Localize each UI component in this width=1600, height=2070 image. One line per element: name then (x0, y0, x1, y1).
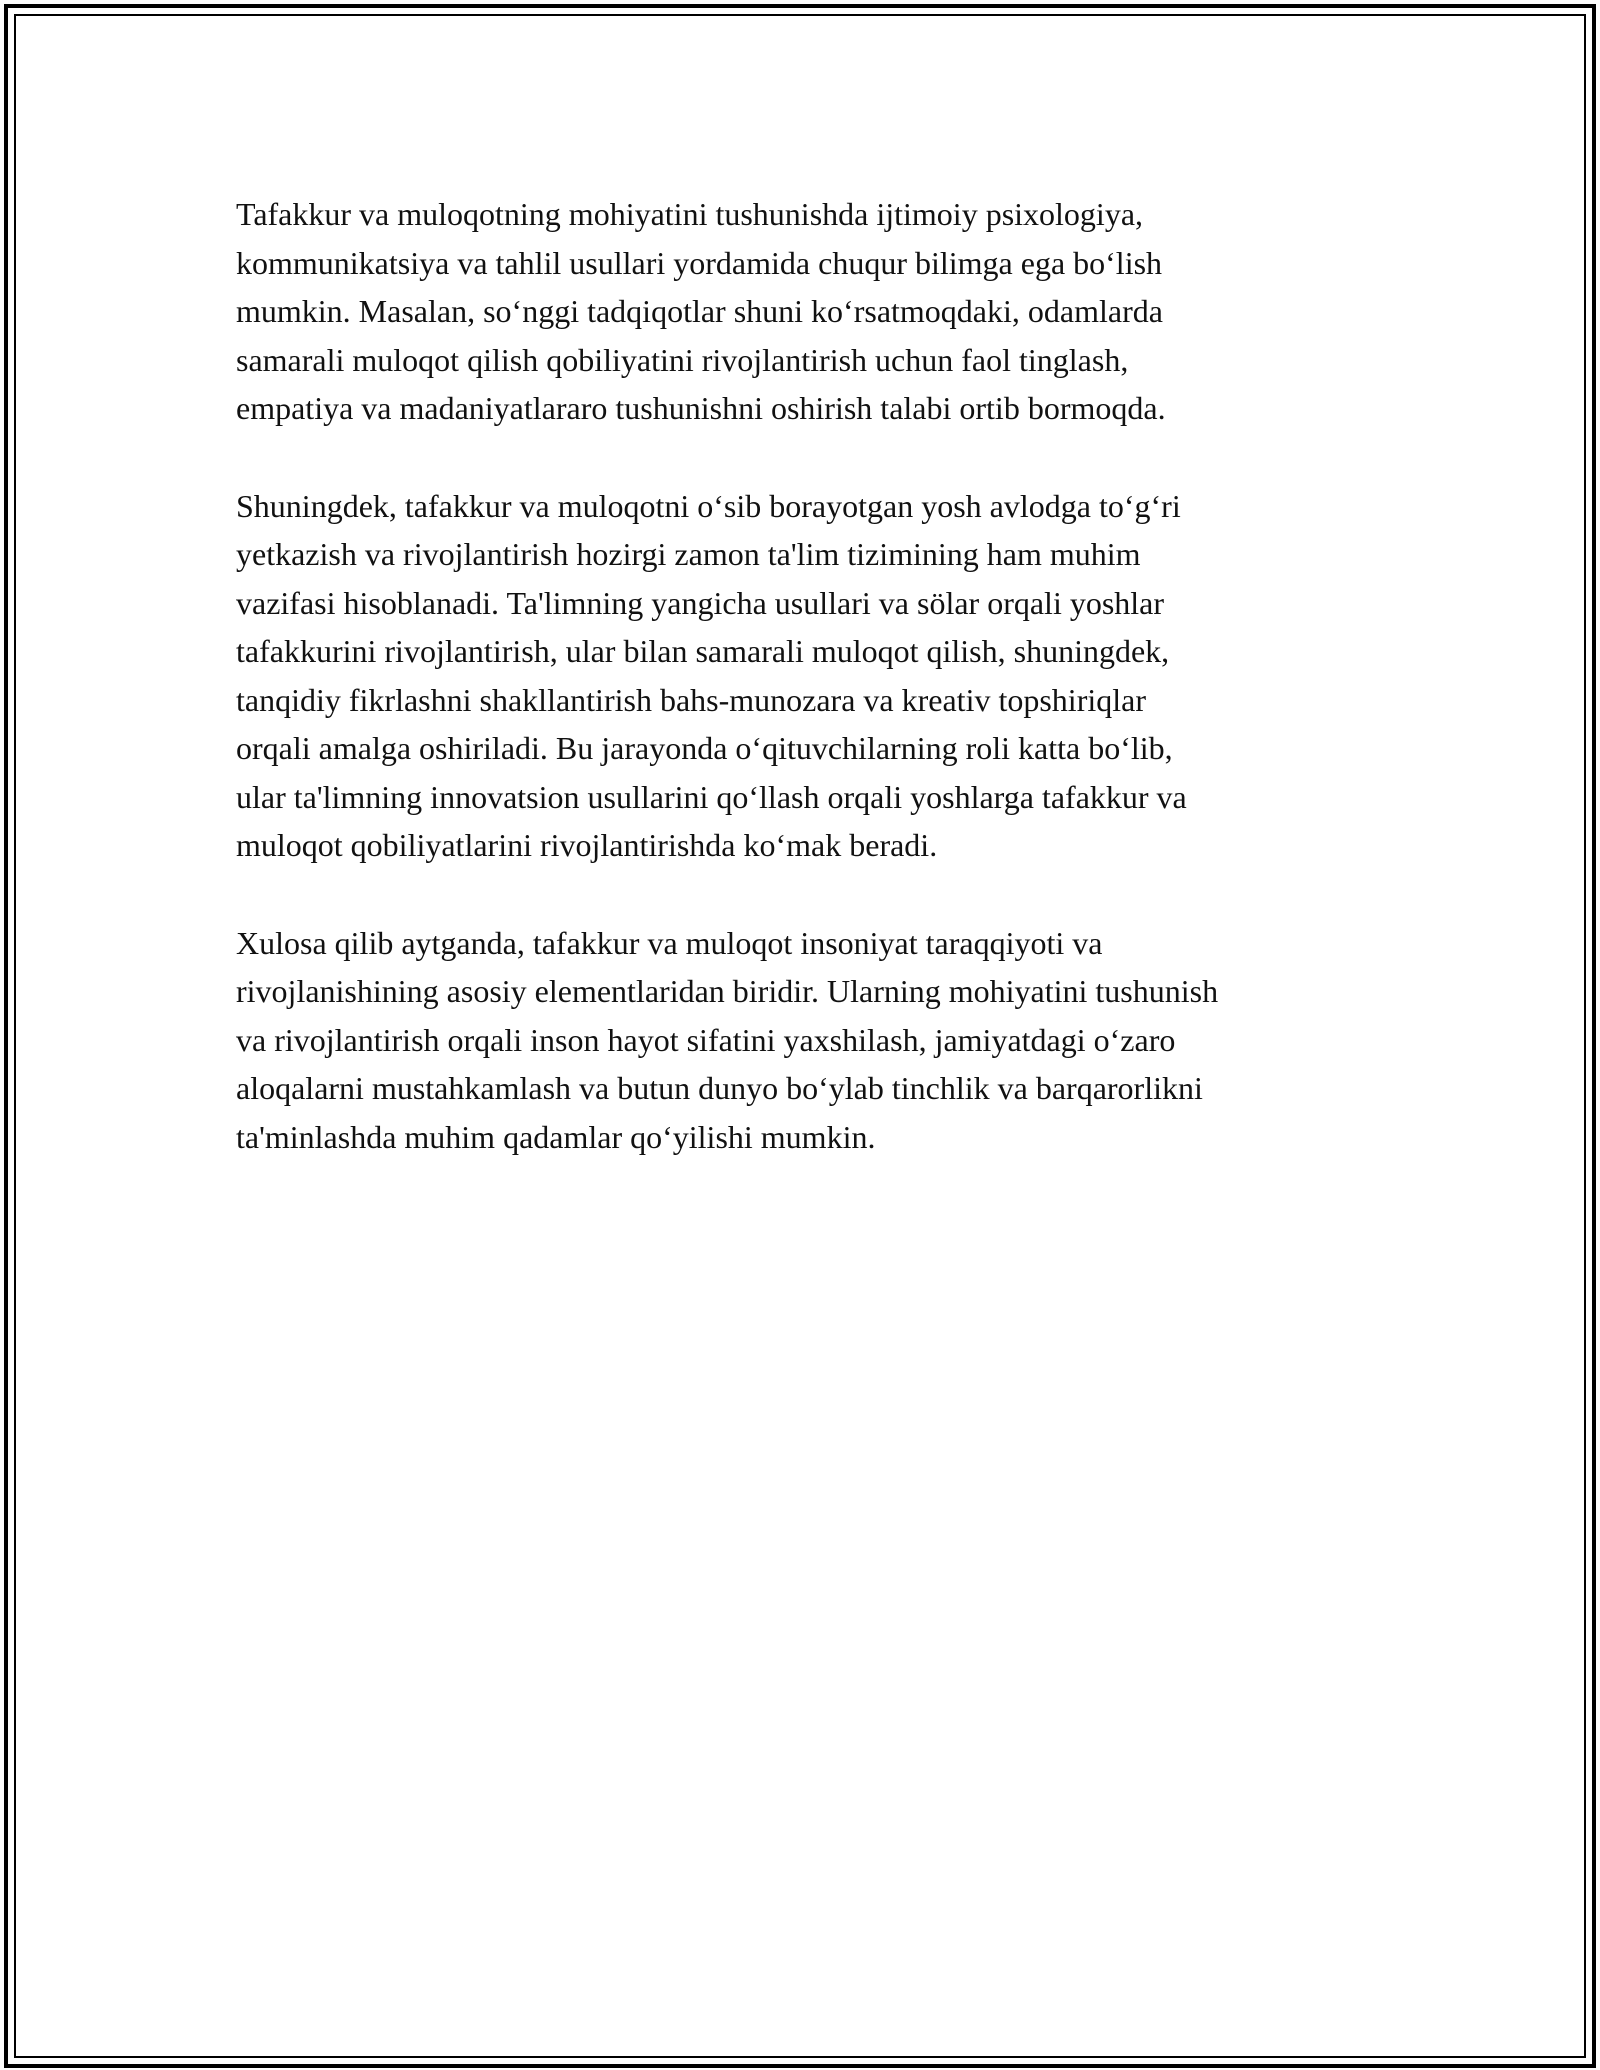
text-line: va rivojlantirish orqali inson hayot sifatini yaxshilash, jamiyatdagi o‘zaro (236, 1021, 1176, 1058)
text-line: mumkin. Masalan, so‘nggi tadqiqotlar shuni ko‘rsatmoqdaki, odamlarda (236, 293, 1163, 329)
text-line: yetkazish va rivojlantirish hozirgi zamon ta'lim tizimining ham muhim (236, 536, 1141, 572)
text-line: ta'minlashda muhim qadamlar qo‘yilishi mumkin. (236, 1118, 876, 1155)
text-line: aloqalarni mustahkamlash va butun dunyo bo‘ylab tinchlik va barqarorlikni (236, 1070, 1203, 1106)
text-line: Xulosa qilib aytganda, tafakkur va muloqot insoniyat taraqqiyoti va (236, 924, 1103, 961)
paragraph-1 (236, 190, 1366, 433)
text-line: ular ta'limning innovatsion usullarini qo‘llash orqali yoshlarga tafakkur va (236, 778, 1187, 815)
text-line: Shuningdek, tafakkur va muloqotni o‘sib borayotgan yosh avlodga to‘g‘ri (236, 487, 1181, 524)
paragraph-3 (236, 919, 1366, 1162)
text-line: tafakkurini rivojlantirish, ular bilan samarali muloqot qilish, shuningdek, (236, 633, 1170, 669)
document-body (236, 190, 1366, 1210)
text-line: samarali muloqot qilish qobiliyatini rivojlantirish uchun faol tinglash, (236, 341, 1129, 378)
text-line: Tafakkur va muloqotning mohiyatini tushunishda ijtimoiy psixologiya, (236, 196, 1144, 232)
text-line: tanqidiy fikrlashni shakllantirish bahs-munozara va kreativ topshiriqlar (236, 681, 1146, 718)
text-line: vazifasi hisoblanadi. Ta'limning yangicha usullari va sölar orqali yoshlar (236, 584, 1165, 621)
text-line: kommunikatsiya va tahlil usullari yordamida chuqur bilimga ega bo‘lish (236, 244, 1163, 281)
text-line: muloqot qobiliyatlarini rivojlantirishda ko‘mak beradi. (236, 827, 938, 863)
paragraph-2 (236, 482, 1366, 870)
text-line: orqali amalga oshiriladi. Bu jarayonda o‘qituvchilarning roli katta bo‘lib, (236, 730, 1173, 766)
text-line: rivojlanishining asosiy elementlaridan biridir. Ularning mohiyatini tushunish (236, 973, 1219, 1009)
text-line: empatiya va madaniyatlararo tushunishni oshirish talabi ortib bormoqda. (236, 390, 1166, 426)
